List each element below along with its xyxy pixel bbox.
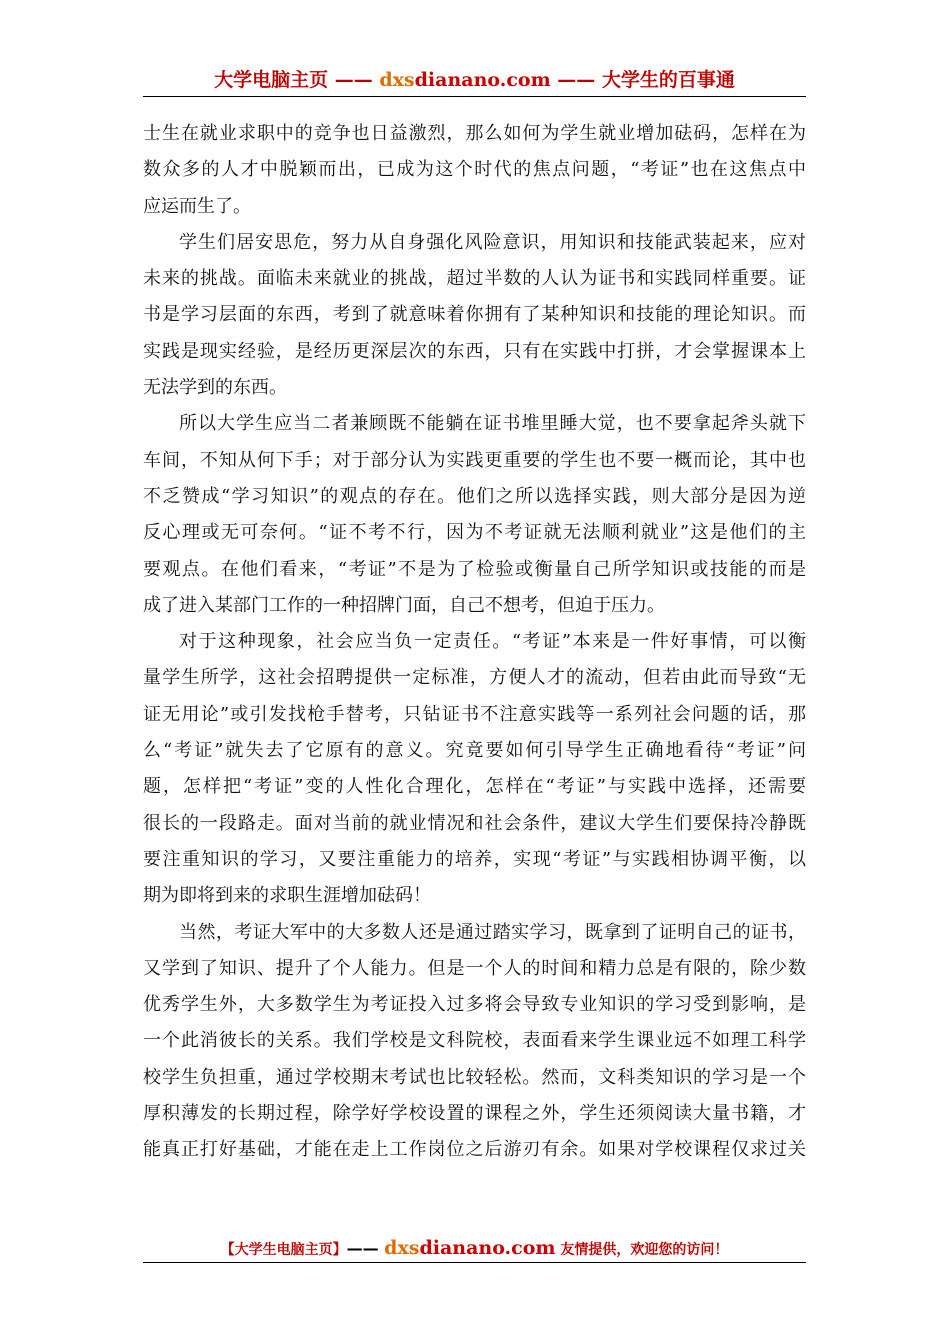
footer-domain-suffix: dianano.com (419, 1237, 556, 1259)
body-text-line: 实践是现实经验，是经历更深层次的东西，只有在实践中打拼，才会掌握课本上 (143, 340, 806, 362)
body-text-line: 士生在就业求职中的竞争也日益激烈，那么如何为学生就业增加砝码，怎样在为 (143, 123, 806, 144)
body-text-line: 成了进入某部门工作的一种招牌门面，自己不想考，但迫于压力。 (143, 594, 665, 616)
body-text-line: 证无用论”或引发找枪手替考，只钻证书不注意实践等一系列社会问题的话，那 (143, 703, 806, 725)
page-header (143, 64, 806, 97)
body-text-line: 反心理或无可奈何。“证不考不行，因为不考证就无法顺利就业”这是他们的主 (143, 522, 806, 544)
body-text-line: 所以大学生应当二者兼顾既不能躺在证书堆里睡大觉，也不要拿起斧头就下 (179, 413, 806, 435)
body-text-line: 厚积薄发的长期过程，除学好学校设置的课程之外，学生还须阅读大量书籍，才 (143, 1103, 806, 1125)
body-text-line: 量学生所学，这社会招聘提供一定标准，方便人才的流动，但若由此而导致“无 (143, 667, 806, 689)
body-text-line: 题，怎样把“考证”变的人性化合理化，怎样在“考证”与实践中选择，还需要 (143, 776, 806, 798)
body-text-line: 当然，考证大军中的大多数人还是通过踏实学习，既拿到了证明自己的证书， (179, 921, 806, 943)
body-text-line: 要注重知识的学习，又要注重能力的培养，实现“考证”与实践相协调平衡，以 (143, 848, 806, 870)
body-text-line: 能真正打好基础，才能在走上工作岗位之后游刃有余。如果对学校课程仅求过关 (143, 1139, 806, 1161)
body-text-line: 很长的一段路走。面对当前的就业情况和社会条件，建议大学生们要保持冷静既 (143, 812, 806, 834)
footer-dash: —— (346, 1239, 385, 1258)
footer-domain-prefix: dxs (384, 1237, 420, 1259)
body-text-line: 车间，不知从何下手；对于部分认为实践更重要的学生也不要一概而论，其中也 (143, 449, 806, 471)
body-text-line: 校学生负担重，通过学校期末考试也比较轻松。然而，文科类知识的学习是一个 (143, 1066, 806, 1088)
body-text-line: 对于这种现象，社会应当负一定责任。“考证”本来是一件好事情，可以衡 (179, 631, 806, 653)
body-text-line: 一个此消彼长的关系。我们学校是文科院校，表面看来学生课业远不如理工科学 (143, 1030, 806, 1052)
header-title-right: —— 大学生的百事通 (550, 69, 735, 91)
header-title-left: 大学电脑主页 —— (214, 69, 380, 91)
body-text-line: 学生们居安思危，努力从自身强化风险意识，用知识和技能武装起来，应对 (179, 231, 806, 253)
body-text-line: 么“考证”就失去了它原有的意义。究竟要如何引导学生正确地看待“考证”问 (143, 740, 806, 762)
body-text-line: 数众多的人才中脱颖而出，已成为这个时代的焦点问题，“考证”也在这焦点中 (143, 159, 806, 181)
body-text-line: 期为即将到来的求职生涯增加砝码！ (143, 885, 431, 907)
body-text-line: 无法学到的东西。 (143, 377, 287, 399)
footer-thanks: 友情提供，欢迎您的访问！ (555, 1242, 729, 1258)
body-text-line: 书是学习层面的东西，考到了就意味着你拥有了某种知识和技能的理论知识。而 (143, 304, 806, 326)
header-domain-prefix: dxs (379, 69, 415, 91)
body-text-line: 要观点。在他们看来，“考证”不是为了检验或衡量自己所学知识或技能的而是 (143, 558, 806, 580)
footer-site-name: 【大学生电脑主页】 (220, 1242, 347, 1258)
body-text-line: 优秀学生外，大多数学生为考证投入过多将会导致专业知识的学习受到影响，是 (143, 994, 806, 1016)
body-text-line: 不乏赞成“学习知识”的观点的存在。他们之所以选择实践，则大部分是因为逆 (143, 485, 806, 507)
page-footer (143, 1234, 806, 1263)
body-text-line: 应运而生了。 (143, 195, 251, 217)
document-body (143, 116, 806, 1169)
body-text-line: 未来的挑战。面临未来就业的挑战，超过半数的人认为证书和实践同样重要。证 (143, 268, 806, 290)
header-domain-suffix: dianano.com (414, 69, 551, 91)
body-text-line: 又学到了知识、提升了个人能力。但是一个人的时间和精力总是有限的，除少数 (143, 957, 806, 979)
